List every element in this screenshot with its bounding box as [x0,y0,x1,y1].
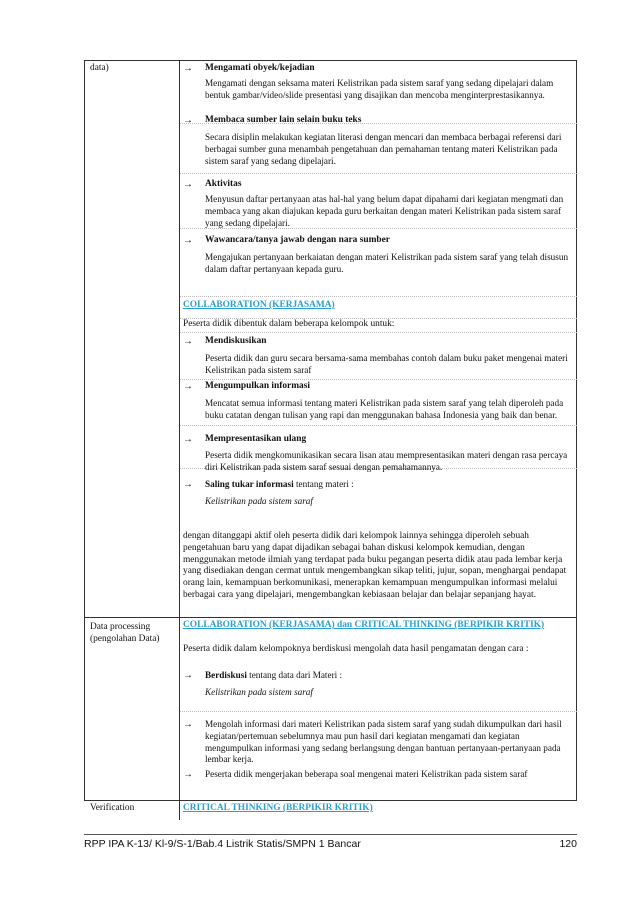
row-divider [84,617,577,618]
row-divider [84,800,577,801]
arrow-icon: → [183,235,193,246]
table-border-left [84,60,85,801]
item-heading: Membaca sumber lain selain buku teks [205,115,362,125]
item-body: Mencatat semua informasi tentang materi Kelistrikan pada sistem saraf yang telah diperoleh pada buku catatan dengan tulisan yang rapi dan menggunakan bahasa Indonesia yang baik dan benar. [205,398,564,420]
footer-rule [84,834,577,835]
item-body: Menyusun daftar pertanyaan atas hal-hal yang belum dapat dipahami dari kegiatan mengmati dan membaca yang akan diajukan kepada guru berkaitan dengan materi Kelistrikan pada sistem saraf yang sedang dipelajari. [205,194,564,228]
item-heading: Mengamati obyek/kejadian [205,63,315,73]
berdiskusi-topic: Kelistrikan pada sistem saraf [205,687,313,697]
arrow-icon: → [183,115,193,126]
dotted-separator [180,173,577,175]
arrow-icon: → [183,336,193,347]
section-title-critical-thinking: CRITICAL THINKING (BERPIKIR KRITIK) [183,803,373,813]
saling-tukar-line [205,479,571,491]
item-body: Peserta didik mengkomunikasikan secara lisan atau mempresentasikan materi dengan rasa percaya diri Kelistrikan pada sistem saraf sesuai dengan pemahamannya. [205,450,568,472]
dotted-separator [180,296,577,298]
item-heading: Mengumpulkan informasi [205,381,310,391]
collaboration-intro: Peserta didik dibentuk dalam beberapa kelompok untuk: [183,319,395,329]
stage-label-verification: Verification [90,803,135,813]
table-border-right [576,60,577,801]
berdiskusi-heading: Berdiskusi [205,670,247,680]
discussion-paragraph: dengan ditanggapi aktif oleh peserta didik dari kelompok lainnya sehingga diperoleh sebuah pengetahuan baru yang dapat dijadikan sebagai bahan diskusi kelompok kemudian, dengan menggunakan metode ilmiah yang terdapat pada buku pegangan peserta didik atau pada lembar kerja yang disediakan dengan cermat untuk mengembangkan sikap teliti, jujur, sopan, menghargai pendapat orang lain, kemampuan berkomunikasi, menerapkan kemampuan mengumpulkan informasi melalui berbagai cara yang dipelajari, mengembangkan kebiasaan belajar dan belajar sepanjang hayat. [183,531,567,600]
section-title-collaboration: COLLABORATION (KERJASAMA) [183,300,335,310]
berdiskusi-line [205,670,571,682]
arrow-icon: → [183,434,193,445]
bullet-item: Peserta didik mengerjakan beberapa soal mengenai materi Kelistrikan pada sistem saraf [205,769,528,779]
footer-document-title: RPP IPA K-13/ Kl-9/S-1/Bab.4 Listrik Statis/SMPN 1 Bancar [84,838,361,850]
saling-tukar-topic: Kelistrikan pada sistem saraf [205,496,313,506]
bullet-item: Mengolah informasi dari materi Kelistrikan pada sistem saraf yang sudah dikumpulkan dari hasil kegiatan/pertemuan sebelumnya mau pun hasil dari kegiatan mengamati dan kegiatan mengumpulkan informasi yang sedang berlangsung dengan bantuan pertanyaan-pertanyaan pada lembar kerja. [205,719,562,765]
dotted-separator [180,425,577,427]
section-title-collab-critical: COLLABORATION (KERJASAMA) dan CRITICAL THINKING (BERPIKIR KRITIK) [183,620,545,630]
item-body: Secara disiplin melakukan kegiatan literasi dengan mencari dan membaca berbagai referensi dari berbagai sumber guna menambah pengetahuan dan pemahaman tentang materi Kelistrikan pada sistem saraf yang sedang dipelajari. [205,132,562,166]
stage-label-data: data) [90,63,109,73]
item-heading: Aktivitas [205,179,242,189]
dotted-separator [180,332,577,334]
data-processing-intro: Peserta didik dalam kelompoknya berdiskusi mengolah data hasil pengamatan dengan cara : [183,644,529,654]
saling-tukar-tail: tentang materi : [293,479,354,489]
table-top-border [84,60,577,61]
arrow-icon: → [183,63,193,74]
arrow-icon: → [183,719,193,730]
item-body: Mengajukan pertanyaan berkaiatan dengan materi Kelistrikan pada sistem saraf yang telah disusun dalam daftar pertanyaan kepada guru. [205,252,569,274]
berdiskusi-tail: tentang data dari Materi : [246,670,343,680]
arrow-icon: → [183,670,193,681]
item-body: Mengamati dengan seksama materi Kelistrikan pada sistem saraf yang sedang dipelajari dalam bentuk gambar/video/slide presentasi yang disajikan dan mencoba menginterprestasikannya. [205,78,554,100]
dotted-separator [180,711,577,713]
arrow-icon: → [183,179,193,190]
item-body: Peserta didik dan guru secara bersama-sama membahas contoh dalam buku paket mengenai materi Kelistrikan pada sistem saraf [205,353,568,375]
lesson-table [84,60,577,820]
stage-label-data-processing: Data processing (pengolahan Data) [90,622,160,644]
saling-tukar-heading: Saling tukar informasi [205,479,294,489]
page-number: 120 [559,838,577,850]
arrow-icon: → [183,381,193,392]
item-heading: Mendiskusikan [205,336,267,346]
page-footer [84,838,577,850]
item-heading: Mempresentasikan ulang [205,434,307,444]
arrow-icon: → [183,479,193,490]
item-heading: Wawancara/tanya jawab dengan nara sumber [205,235,390,245]
arrow-icon: → [183,769,193,780]
